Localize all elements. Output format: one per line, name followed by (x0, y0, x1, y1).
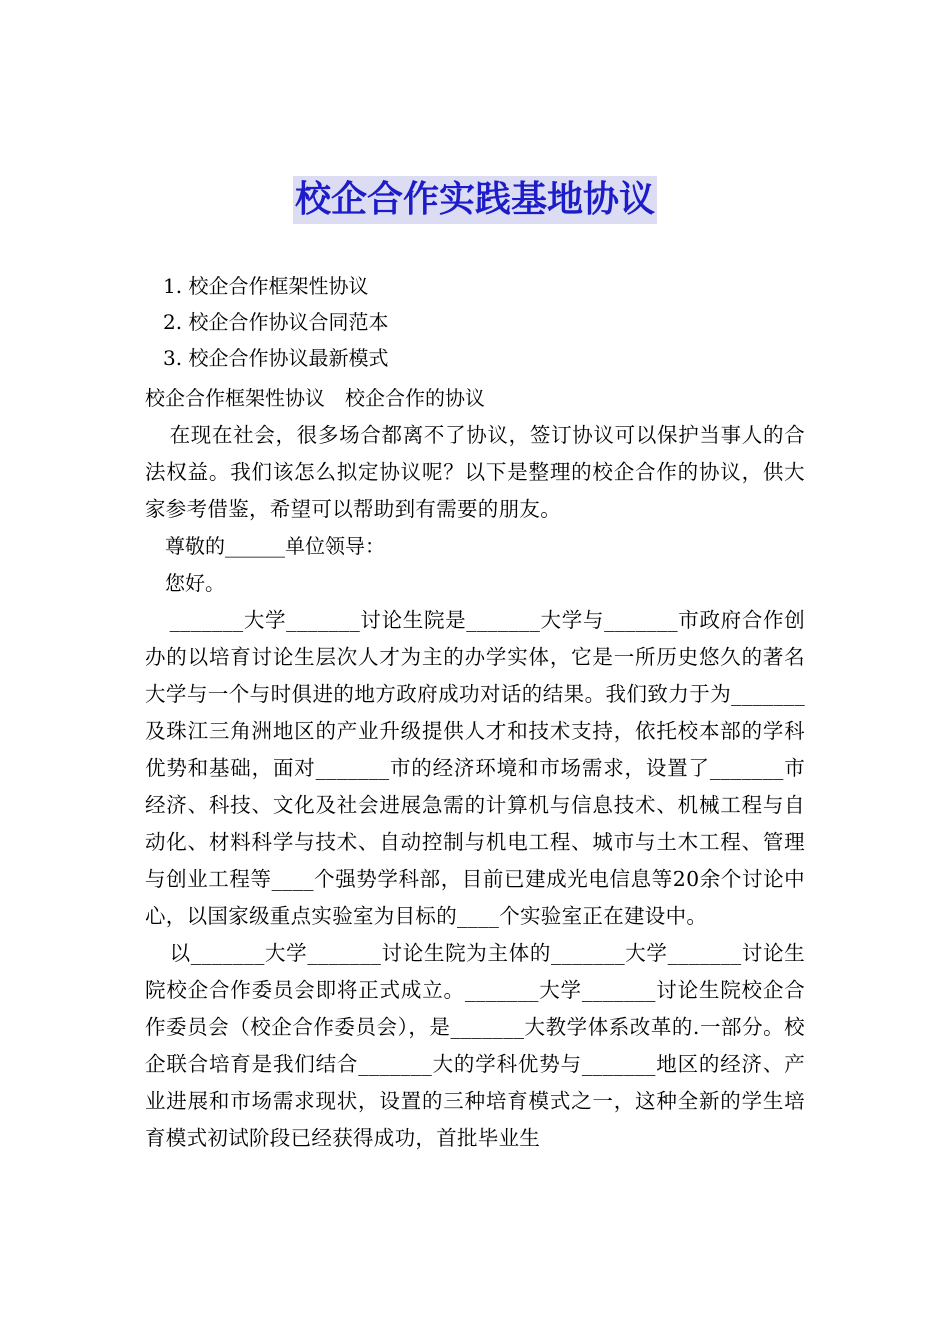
document-body (145, 380, 805, 1157)
body-paragraph-1: _______大学_______讨论生院是_______大学与_______市政府合作创办的以培育讨论生层次人才为主的办学实体，它是一所历史悠久的著名大学与一个与时俱进的地方政府成功对话的结果。我们致力于为_______及珠江三角洲地区的产业升级提供人才和技术支持，依托校本部的学科优势和基础，面对_______市的经济环境和市场需求，设置了_______市经济、科技、文化及社会进展急需的计算机与信息技术、机械工程与自动化、材料科学与技术、自动控制与机电工程、城市与土木工程、管理与创业工程等____个强势学科部，目前已建成光电信息等20余个讨论中心，以国家级重点实验室为目标的____个实验室正在建设中。 (145, 608, 805, 928)
toc-item: 1. 校企合作框架性协议 (163, 274, 369, 298)
salutation: 尊敬的______单位领导： (165, 534, 385, 558)
intro-paragraph: 在现在社会，很多场合都离不了协议，签订协议可以保护当事人的合法权益。我们该怎么拟定协议呢？以下是整理的校企合作的协议，供大家参考借鉴，希望可以帮助到有需要的朋友。 (145, 423, 805, 521)
document-title: 校企合作实践基地协议 (293, 176, 657, 224)
toc-item: 3. 校企合作协议最新模式 (163, 346, 389, 370)
body-paragraph-2: 以_______大学_______讨论生院为主体的_______大学_______讨论生院校企合作委员会即将正式成立。_______大学_______讨论生院校企合作委员会（校企合作委员会），是_______大教学体系改革的.一部分。校企联合培育是我们结合_______大的学科优势与_______地区的经济、产业进展和市场需求现状，设置的三种培育模式之一，这种全新的学生培育模式初试阶段已经获得成功，首批毕业生 (145, 941, 805, 1150)
title-container (0, 176, 950, 224)
table-of-contents (163, 268, 803, 376)
greeting: 您好。 (165, 571, 225, 595)
toc-item: 2. 校企合作协议合同范本 (163, 310, 389, 334)
section-heading-line: 校企合作框架性协议 校企合作的协议 (145, 386, 485, 410)
